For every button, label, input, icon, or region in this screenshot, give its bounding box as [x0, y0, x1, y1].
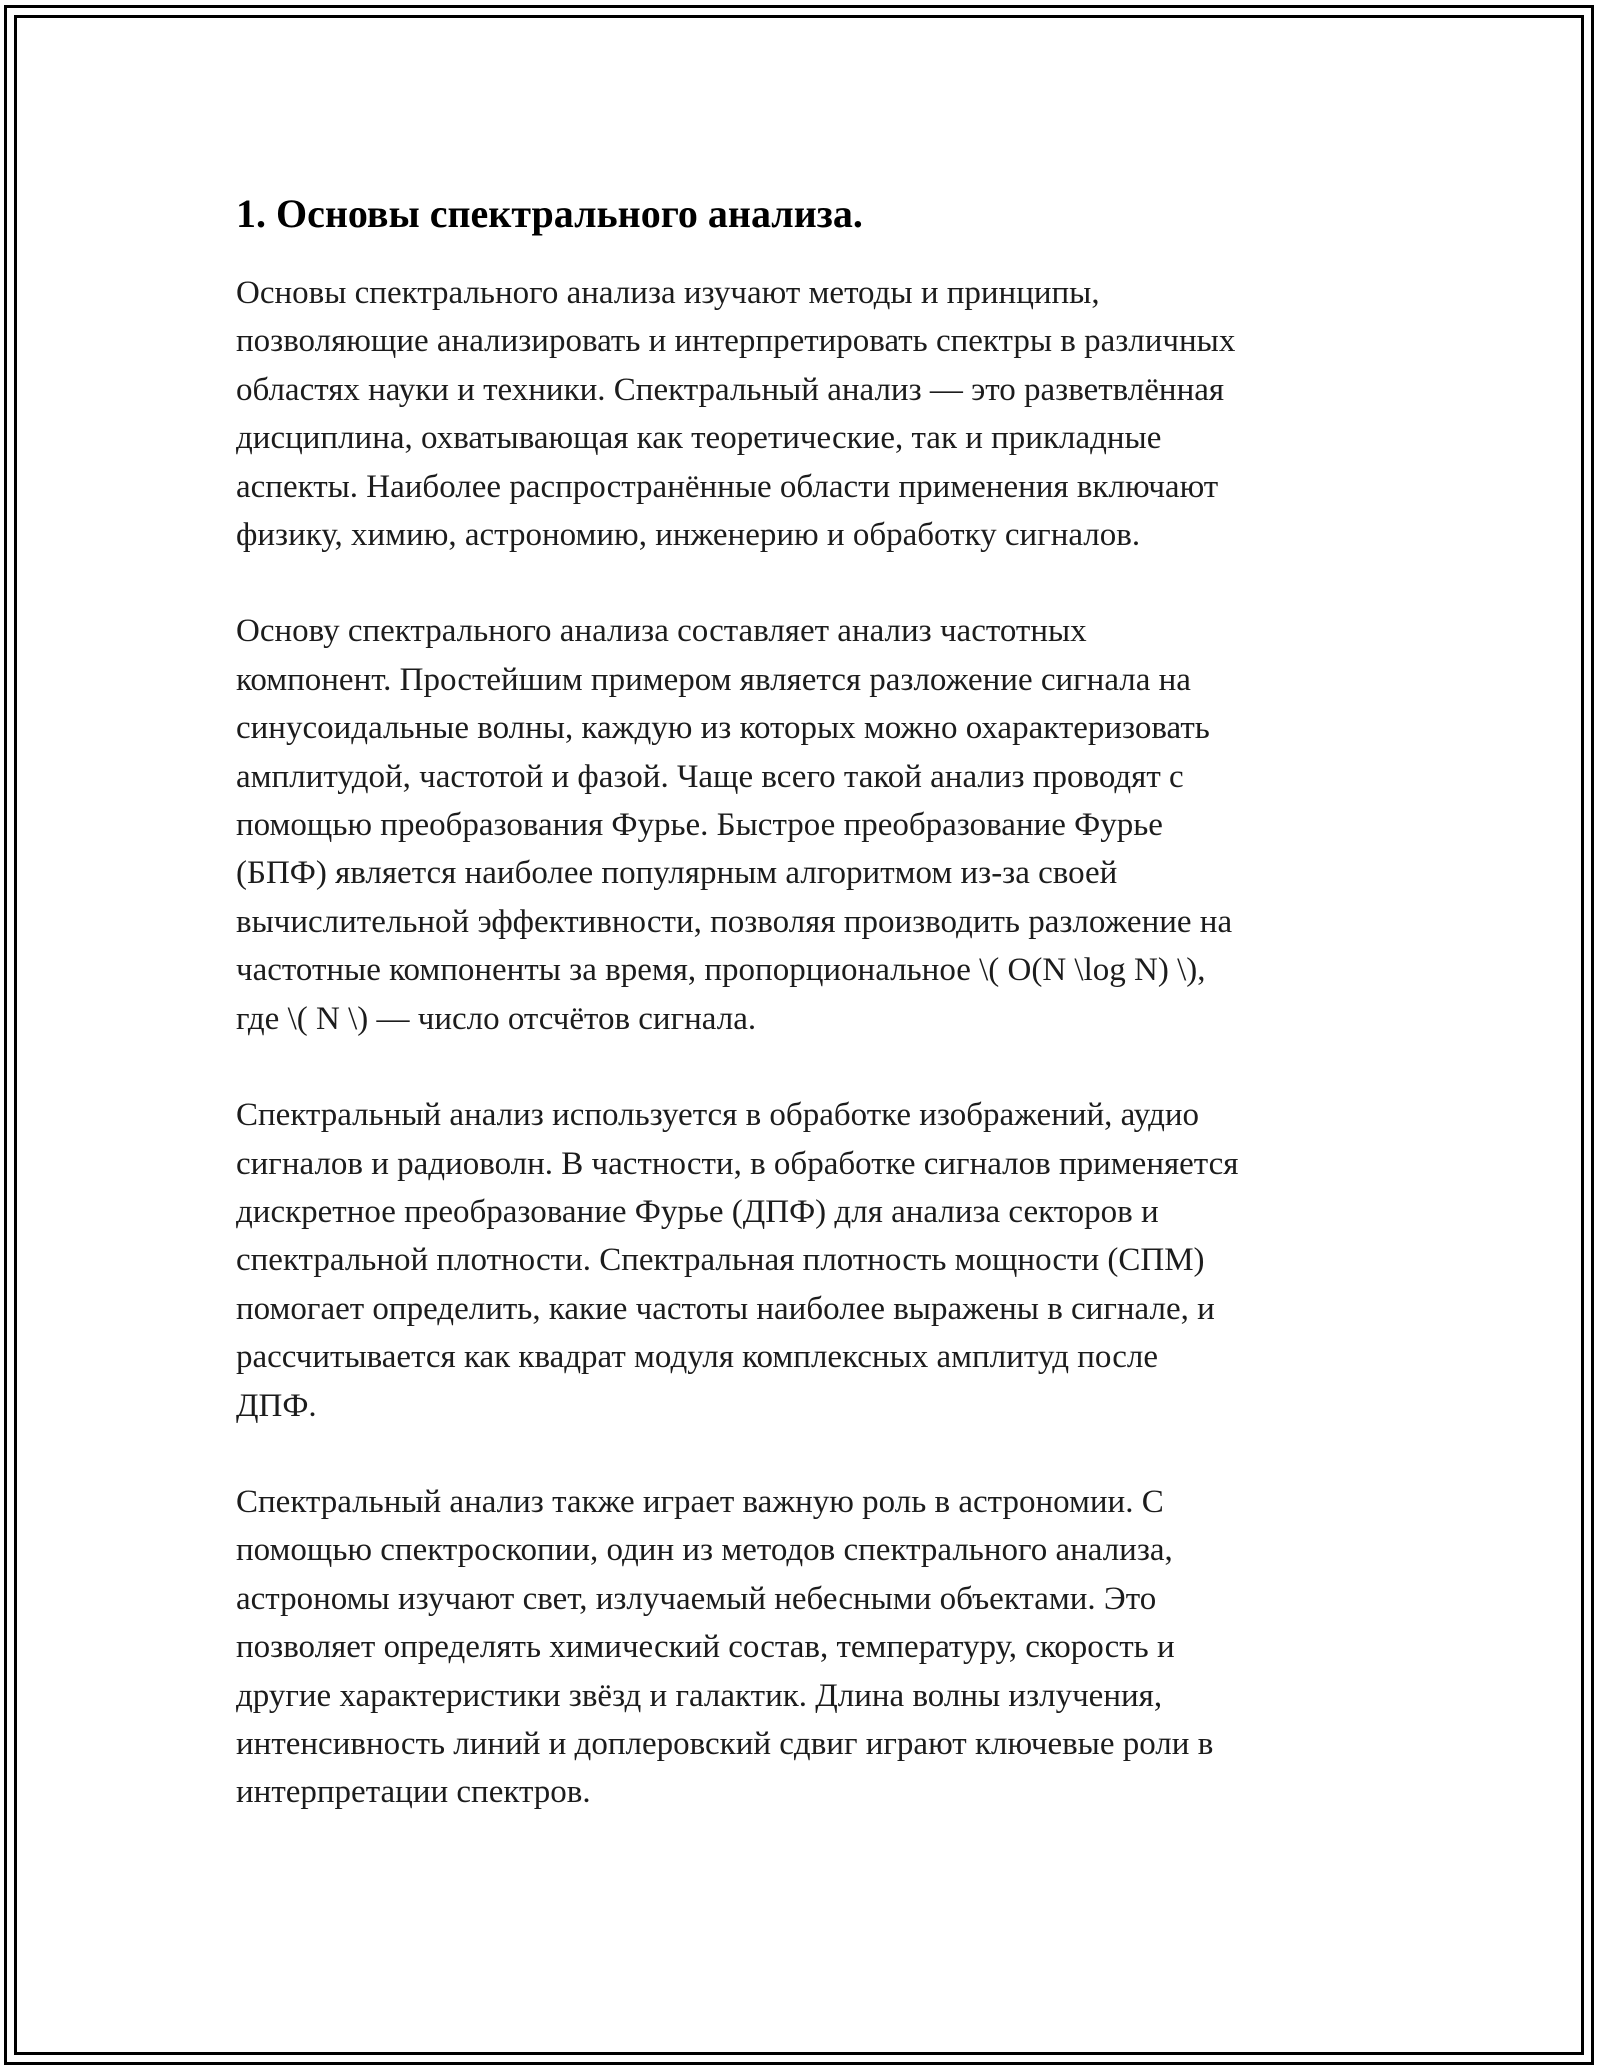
- document-body: [236, 186, 1366, 1865]
- section-heading: 1. Основы спектрального анализа.: [236, 191, 863, 236]
- paragraph-line: сигналов и радиоволн. В частности, в обработке сигналов применяется: [236, 1145, 1239, 1182]
- paragraph-line: областях науки и техники. Спектральный анализ — это разветвлённая: [236, 371, 1225, 408]
- paragraph-line: астрономы изучают свет, излучаемый небесными объектами. Это: [236, 1580, 1157, 1617]
- paragraph-line: амплитудой, частотой и фазой. Чаще всего такой анализ проводят с: [236, 758, 1184, 795]
- paragraph-line: позволяет определять химический состав, температуру, скорость и: [236, 1629, 1175, 1666]
- paragraph-line: другие характеристики звёзд и галактик. Длина волны излучения,: [236, 1677, 1163, 1714]
- body-paragraph: [236, 1478, 1366, 1817]
- paragraph-line: где \( N \) — число отсчётов сигнала.: [236, 1000, 757, 1037]
- paragraph-line: Основы спектрального анализа изучают методы и принципы,: [236, 275, 1100, 311]
- paragraph-line: ДПФ.: [236, 1387, 317, 1424]
- paragraph-line: (БПФ) является наиболее популярным алгоритмом из-за своей: [236, 855, 1118, 892]
- paragraph-line: интенсивность линий и доплеровский сдвиг играют ключевые роли в: [236, 1725, 1214, 1762]
- paragraph-line: компонент. Простейшим примером является разложение сигнала на: [236, 661, 1191, 698]
- paragraph-line: рассчитывается как квадрат модуля комплексных амплитуд после: [236, 1339, 1159, 1376]
- body-paragraph: [236, 607, 1366, 1043]
- paragraph-line: частотные компоненты за время, пропорциональное \( O(N \log N) \),: [236, 952, 1206, 989]
- paragraph-line: Основу спектрального анализа составляет анализ частотных: [236, 613, 1087, 650]
- paragraph-line: помощью преобразования Фурье. Быстрое преобразование Фурье: [236, 807, 1163, 844]
- paragraph-line: спектральной плотности. Спектральная плотность мощности (СПМ): [236, 1242, 1205, 1279]
- paragraph-line: интерпретации спектров.: [236, 1774, 591, 1811]
- paragraph-line: помогает определить, какие частоты наиболее выражены в сигнале, и: [236, 1290, 1215, 1327]
- paragraph-line: физику, химию, астрономию, инженерию и обработку сигналов.: [236, 517, 1141, 554]
- paragraph-container: [236, 269, 1366, 1817]
- body-paragraph: [236, 1091, 1366, 1430]
- paragraph-line: Спектральный анализ также играет важную роль в астрономии. С: [236, 1483, 1164, 1520]
- paragraph-line: помощью спектроскопии, один из методов спектрального анализа,: [236, 1532, 1173, 1569]
- body-paragraph: [236, 269, 1366, 559]
- paragraph-line: дисциплина, охватывающая как теоретические, так и прикладные: [236, 420, 1162, 457]
- paragraph-line: вычислительной эффективности, позволяя производить разложение на: [236, 903, 1233, 940]
- paragraph-line: синусоидальные волны, каждую из которых можно охарактеризовать: [236, 710, 1210, 747]
- paragraph-line: Спектральный анализ используется в обработке изображений, аудио: [236, 1097, 1200, 1134]
- paragraph-line: дискретное преобразование Фурье (ДПФ) для анализа секторов и: [236, 1193, 1159, 1230]
- paragraph-line: позволяющие анализировать и интерпретировать спектры в различных: [236, 323, 1236, 360]
- paragraph-line: аспекты. Наиболее распространённые области применения включают: [236, 468, 1219, 505]
